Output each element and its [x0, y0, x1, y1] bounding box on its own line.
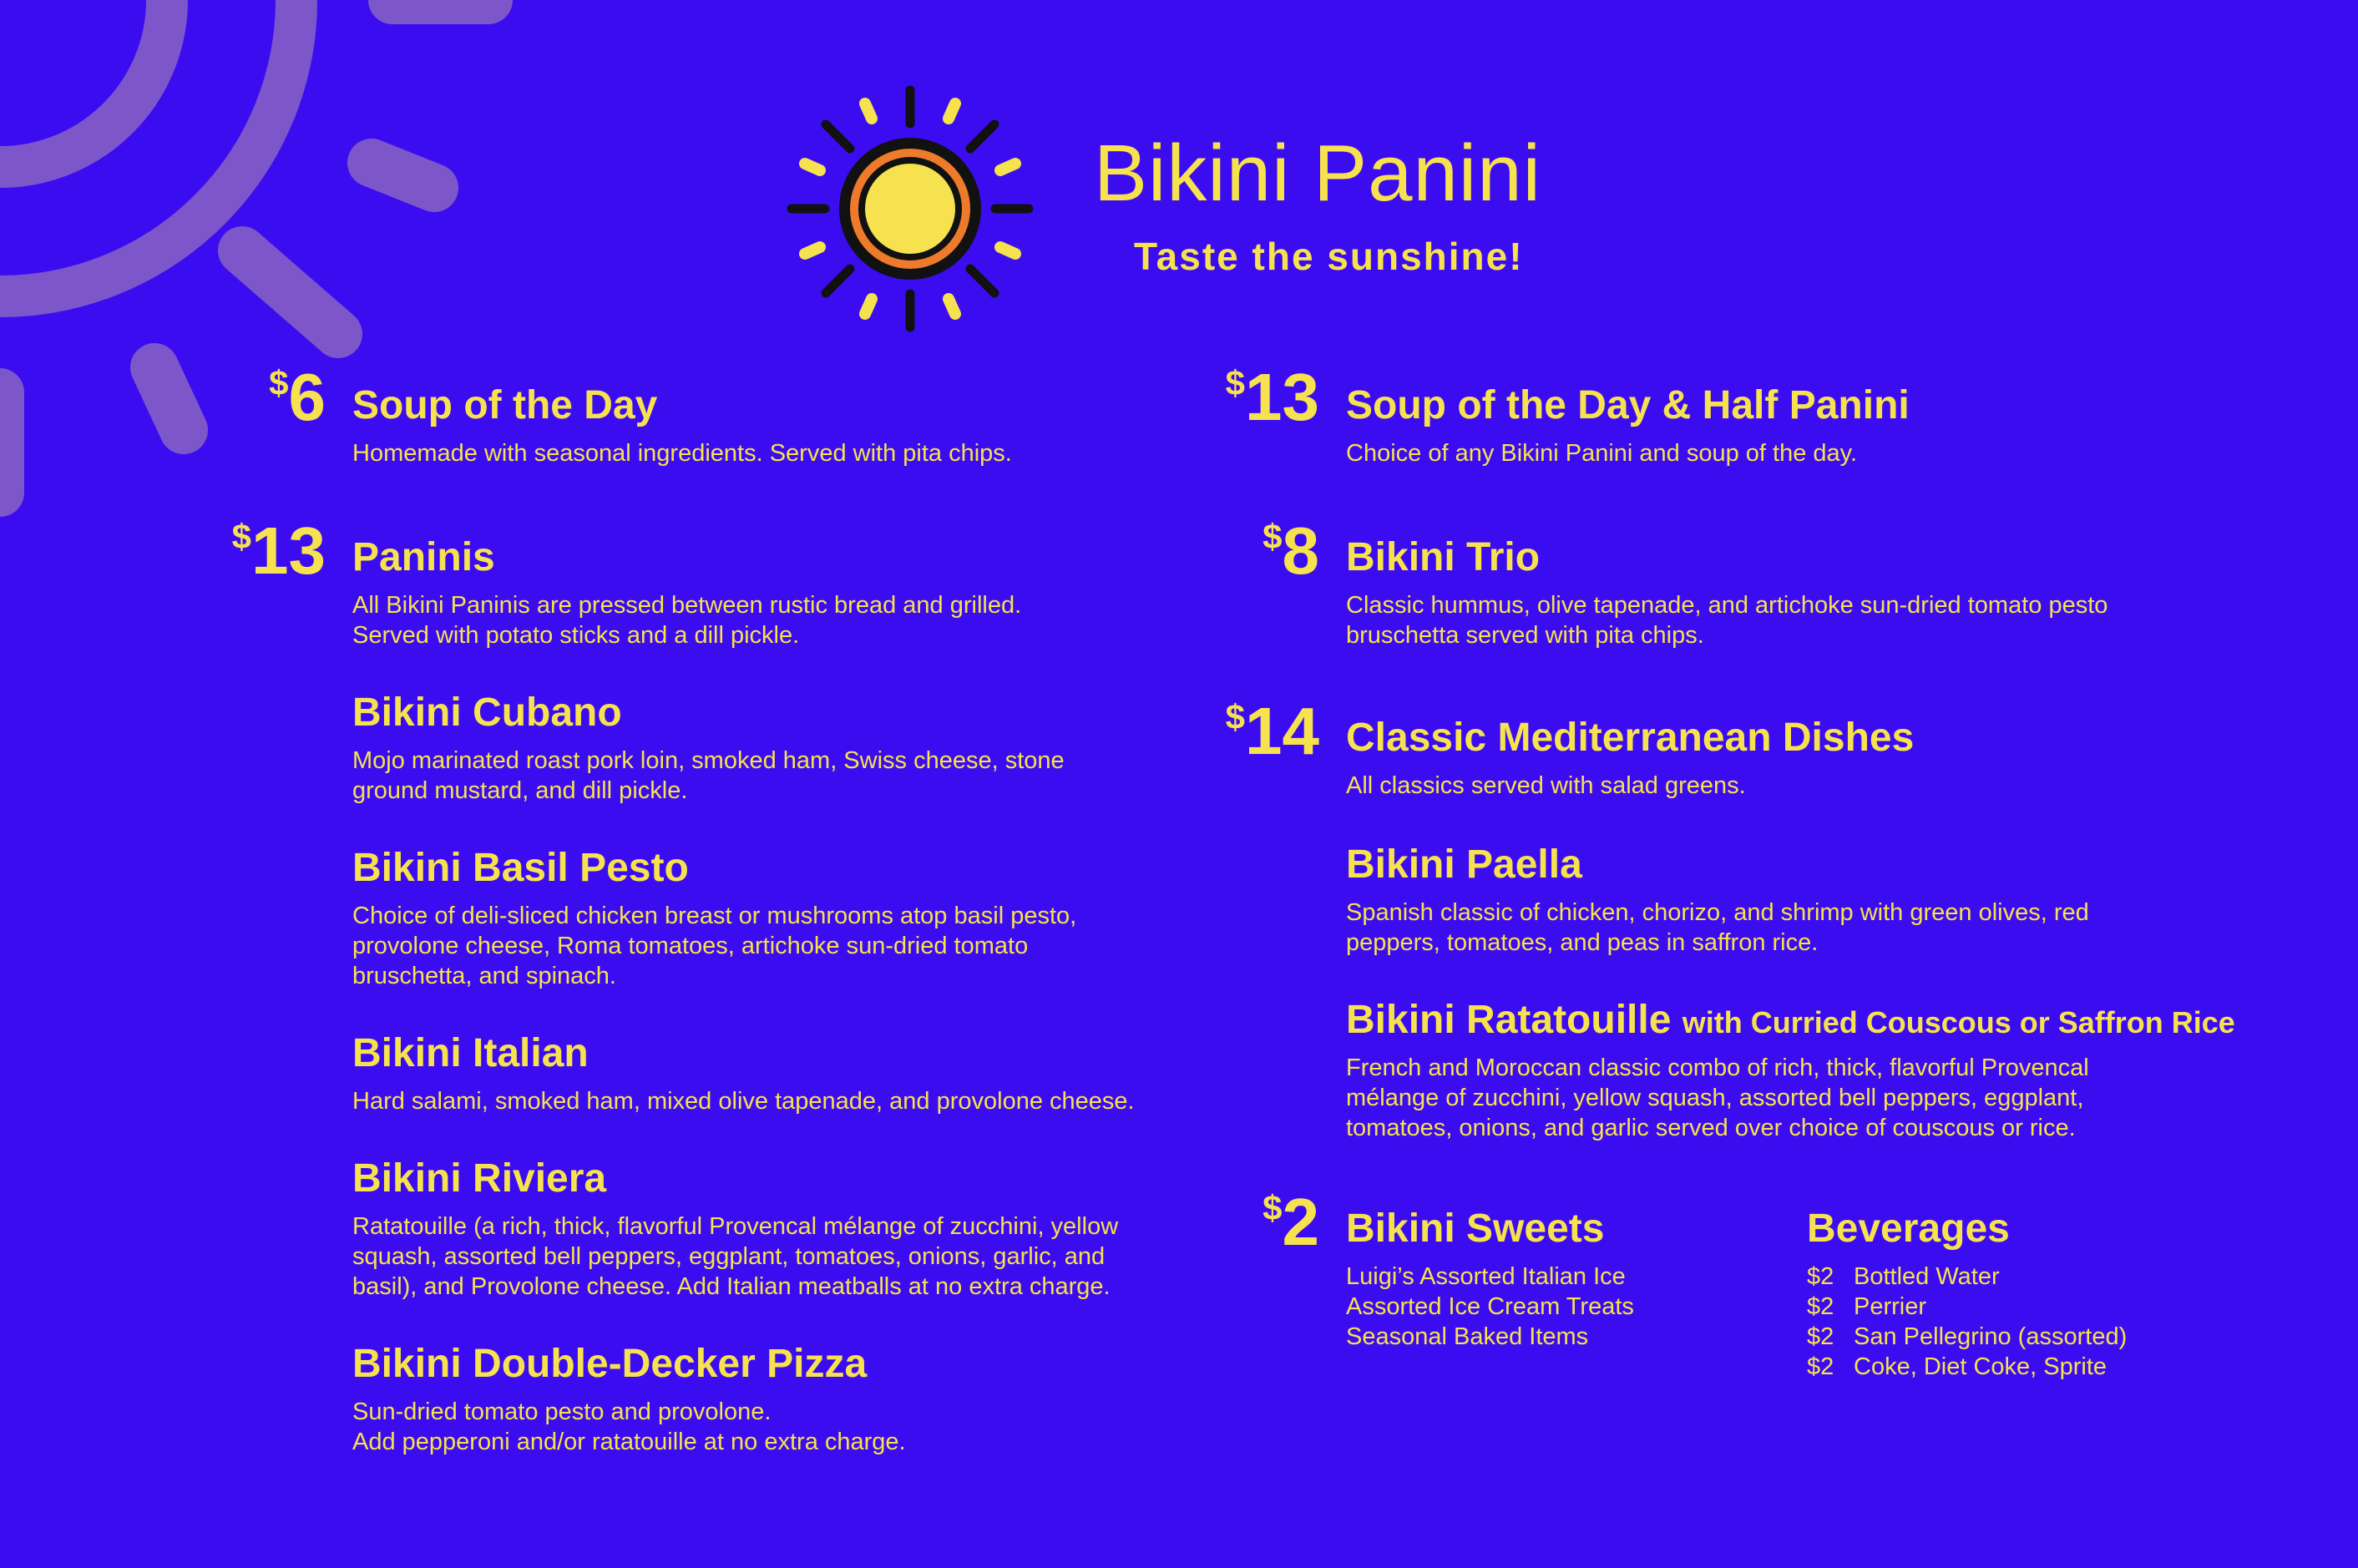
beverage-name: Coke, Diet Coke, Sprite: [1854, 1353, 2108, 1380]
item-description: Mojo marinated roast pork loin, smoked ham, Swiss cheese, stone ground mustard, and dill pickle.: [352, 746, 1065, 804]
item-name: Paninis: [352, 535, 495, 579]
item-name: Beverages: [1807, 1206, 2010, 1251]
beverage-price: $2: [1807, 1262, 1834, 1290]
price-soup: [209, 360, 326, 434]
currency-symbol: $: [231, 517, 252, 556]
price-sweets: [1202, 1185, 1319, 1259]
currency-symbol: $: [1262, 1188, 1283, 1227]
item-name: Classic Mediterranean Dishes: [1346, 716, 1915, 760]
item-name: Bikini Trio: [1346, 535, 1541, 579]
item-description: All Bikini Paninis are pressed between rustic bread and grilled. Served with potato sticks and a dill pickle.: [352, 591, 1022, 649]
list-item: Luigi’s Assorted Italian Ice: [1346, 1262, 1626, 1290]
item-description: Choice of any Bikini Panini and soup of the day.: [1346, 439, 1858, 467]
menu-item-sweets: [1346, 1207, 1634, 1352]
item-description: Sun-dried tomato pesto and provolone. Add pepperoni and/or ratatouille at no extra charge.: [352, 1398, 906, 1455]
list-item: [1807, 1352, 2127, 1382]
price-value: 6: [288, 360, 326, 434]
item-name-main: Bikini Ratatouille: [1346, 998, 1672, 1042]
price-mediterranean: [1169, 694, 1319, 768]
menu-item-soup: [352, 384, 1012, 468]
price-value: 8: [1282, 513, 1319, 588]
item-name: Bikini Italian: [352, 1031, 589, 1075]
beverage-name: San Pellegrino (assorted): [1854, 1323, 2128, 1350]
menu-item-soup-half-panini: [1346, 384, 1910, 468]
menu-item-beverages: [1807, 1207, 2127, 1382]
item-description: Homemade with seasonal ingredients. Served with pita chips.: [352, 439, 1012, 467]
item-name: Bikini Cubano: [352, 690, 622, 735]
beverage-name: Perrier: [1854, 1292, 1927, 1320]
menu-item-paella: [1346, 843, 2089, 958]
item-description: French and Moroccan classic combo of rich, thick, flavorful Provencal mélange of zucchini, yellow squash, assorted bell peppers, eggplant, tomatoes, onions, and garlic served over choice of couscous or rice.: [1346, 1054, 2089, 1141]
menu-item-ratatouille: [1346, 999, 2235, 1143]
item-description: Ratatouille (a rich, thick, flavorful Provencal mélange of zucchini, yellow squash, assorted bell peppers, eggplant, tomatoes, onions, garlic, and basil), and Provolone cheese. Add Italian meatballs at no extra charge.: [352, 1212, 1119, 1300]
item-name-suffix: with Curried Couscous or Saffron Rice: [1682, 1005, 2235, 1039]
beverages-list: [1807, 1262, 2127, 1382]
price-trio: [1202, 513, 1319, 588]
list-item: [1807, 1322, 2127, 1352]
list-item: Assorted Ice Cream Treats: [1346, 1292, 1634, 1320]
price-paninis: [167, 513, 326, 588]
menu-item-trio: [1346, 536, 2108, 650]
item-description: All classics served with salad greens.: [1346, 771, 1746, 799]
sweets-list: [1346, 1262, 1634, 1352]
currency-symbol: $: [1262, 517, 1283, 556]
price-value: 13: [251, 513, 326, 588]
beverage-price: $2: [1807, 1323, 1834, 1350]
menu-item-basil-pesto: [352, 847, 1076, 991]
sun-logo-icon: [785, 83, 1035, 334]
item-description: Hard salami, smoked ham, mixed olive tapenade, and provolone cheese.: [352, 1087, 1135, 1115]
item-name: Bikini Paella: [1346, 842, 1582, 887]
item-name: Bikini Riviera: [352, 1156, 607, 1201]
restaurant-tagline: Taste the sunshine!: [1134, 235, 1524, 278]
beverage-name: Bottled Water: [1854, 1262, 2000, 1290]
item-name: Soup of the Day: [352, 383, 658, 427]
item-description: Choice of deli-sliced chicken breast or mushrooms atop basil pesto, provolone cheese, Roma tomatoes, artichoke sun-dried tomato bruschetta, and spinach.: [352, 902, 1077, 989]
list-item: Seasonal Baked Items: [1346, 1323, 1589, 1350]
currency-symbol: $: [1225, 697, 1246, 736]
menu-item-italian: [352, 1032, 1135, 1116]
currency-symbol: $: [269, 363, 289, 402]
item-name: Bikini Double-Decker Pizza: [352, 1342, 868, 1386]
list-item: [1807, 1292, 2127, 1322]
price-value: 13: [1245, 360, 1319, 434]
item-description: Spanish classic of chicken, chorizo, and shrimp with green olives, red peppers, tomatoes, and peas in saffron rice.: [1346, 898, 2089, 956]
item-name: Bikini Sweets: [1346, 1206, 1605, 1251]
list-item: [1807, 1262, 2127, 1292]
menu-item-mediterranean: [1346, 716, 1914, 801]
beverage-price: $2: [1807, 1292, 1834, 1320]
menu-item-paninis: [352, 536, 1021, 650]
price-value: 14: [1245, 694, 1319, 768]
item-name: Bikini Basil Pesto: [352, 846, 689, 890]
item-description: Classic hummus, olive tapenade, and artichoke sun-dried tomato pesto bruschetta served with pita chips.: [1346, 591, 2108, 649]
menu-item-riviera: [352, 1157, 1118, 1302]
price-soup-half: [1169, 360, 1319, 434]
item-name: Soup of the Day & Half Panini: [1346, 383, 1910, 427]
price-value: 2: [1282, 1185, 1319, 1259]
menu-item-cubano: [352, 691, 1065, 806]
menu-item-pizza: [352, 1343, 906, 1457]
beverage-price: $2: [1807, 1353, 1834, 1380]
item-name: [1346, 999, 2235, 1043]
restaurant-title: Bikini Panini: [1094, 129, 1541, 218]
currency-symbol: $: [1225, 363, 1246, 402]
